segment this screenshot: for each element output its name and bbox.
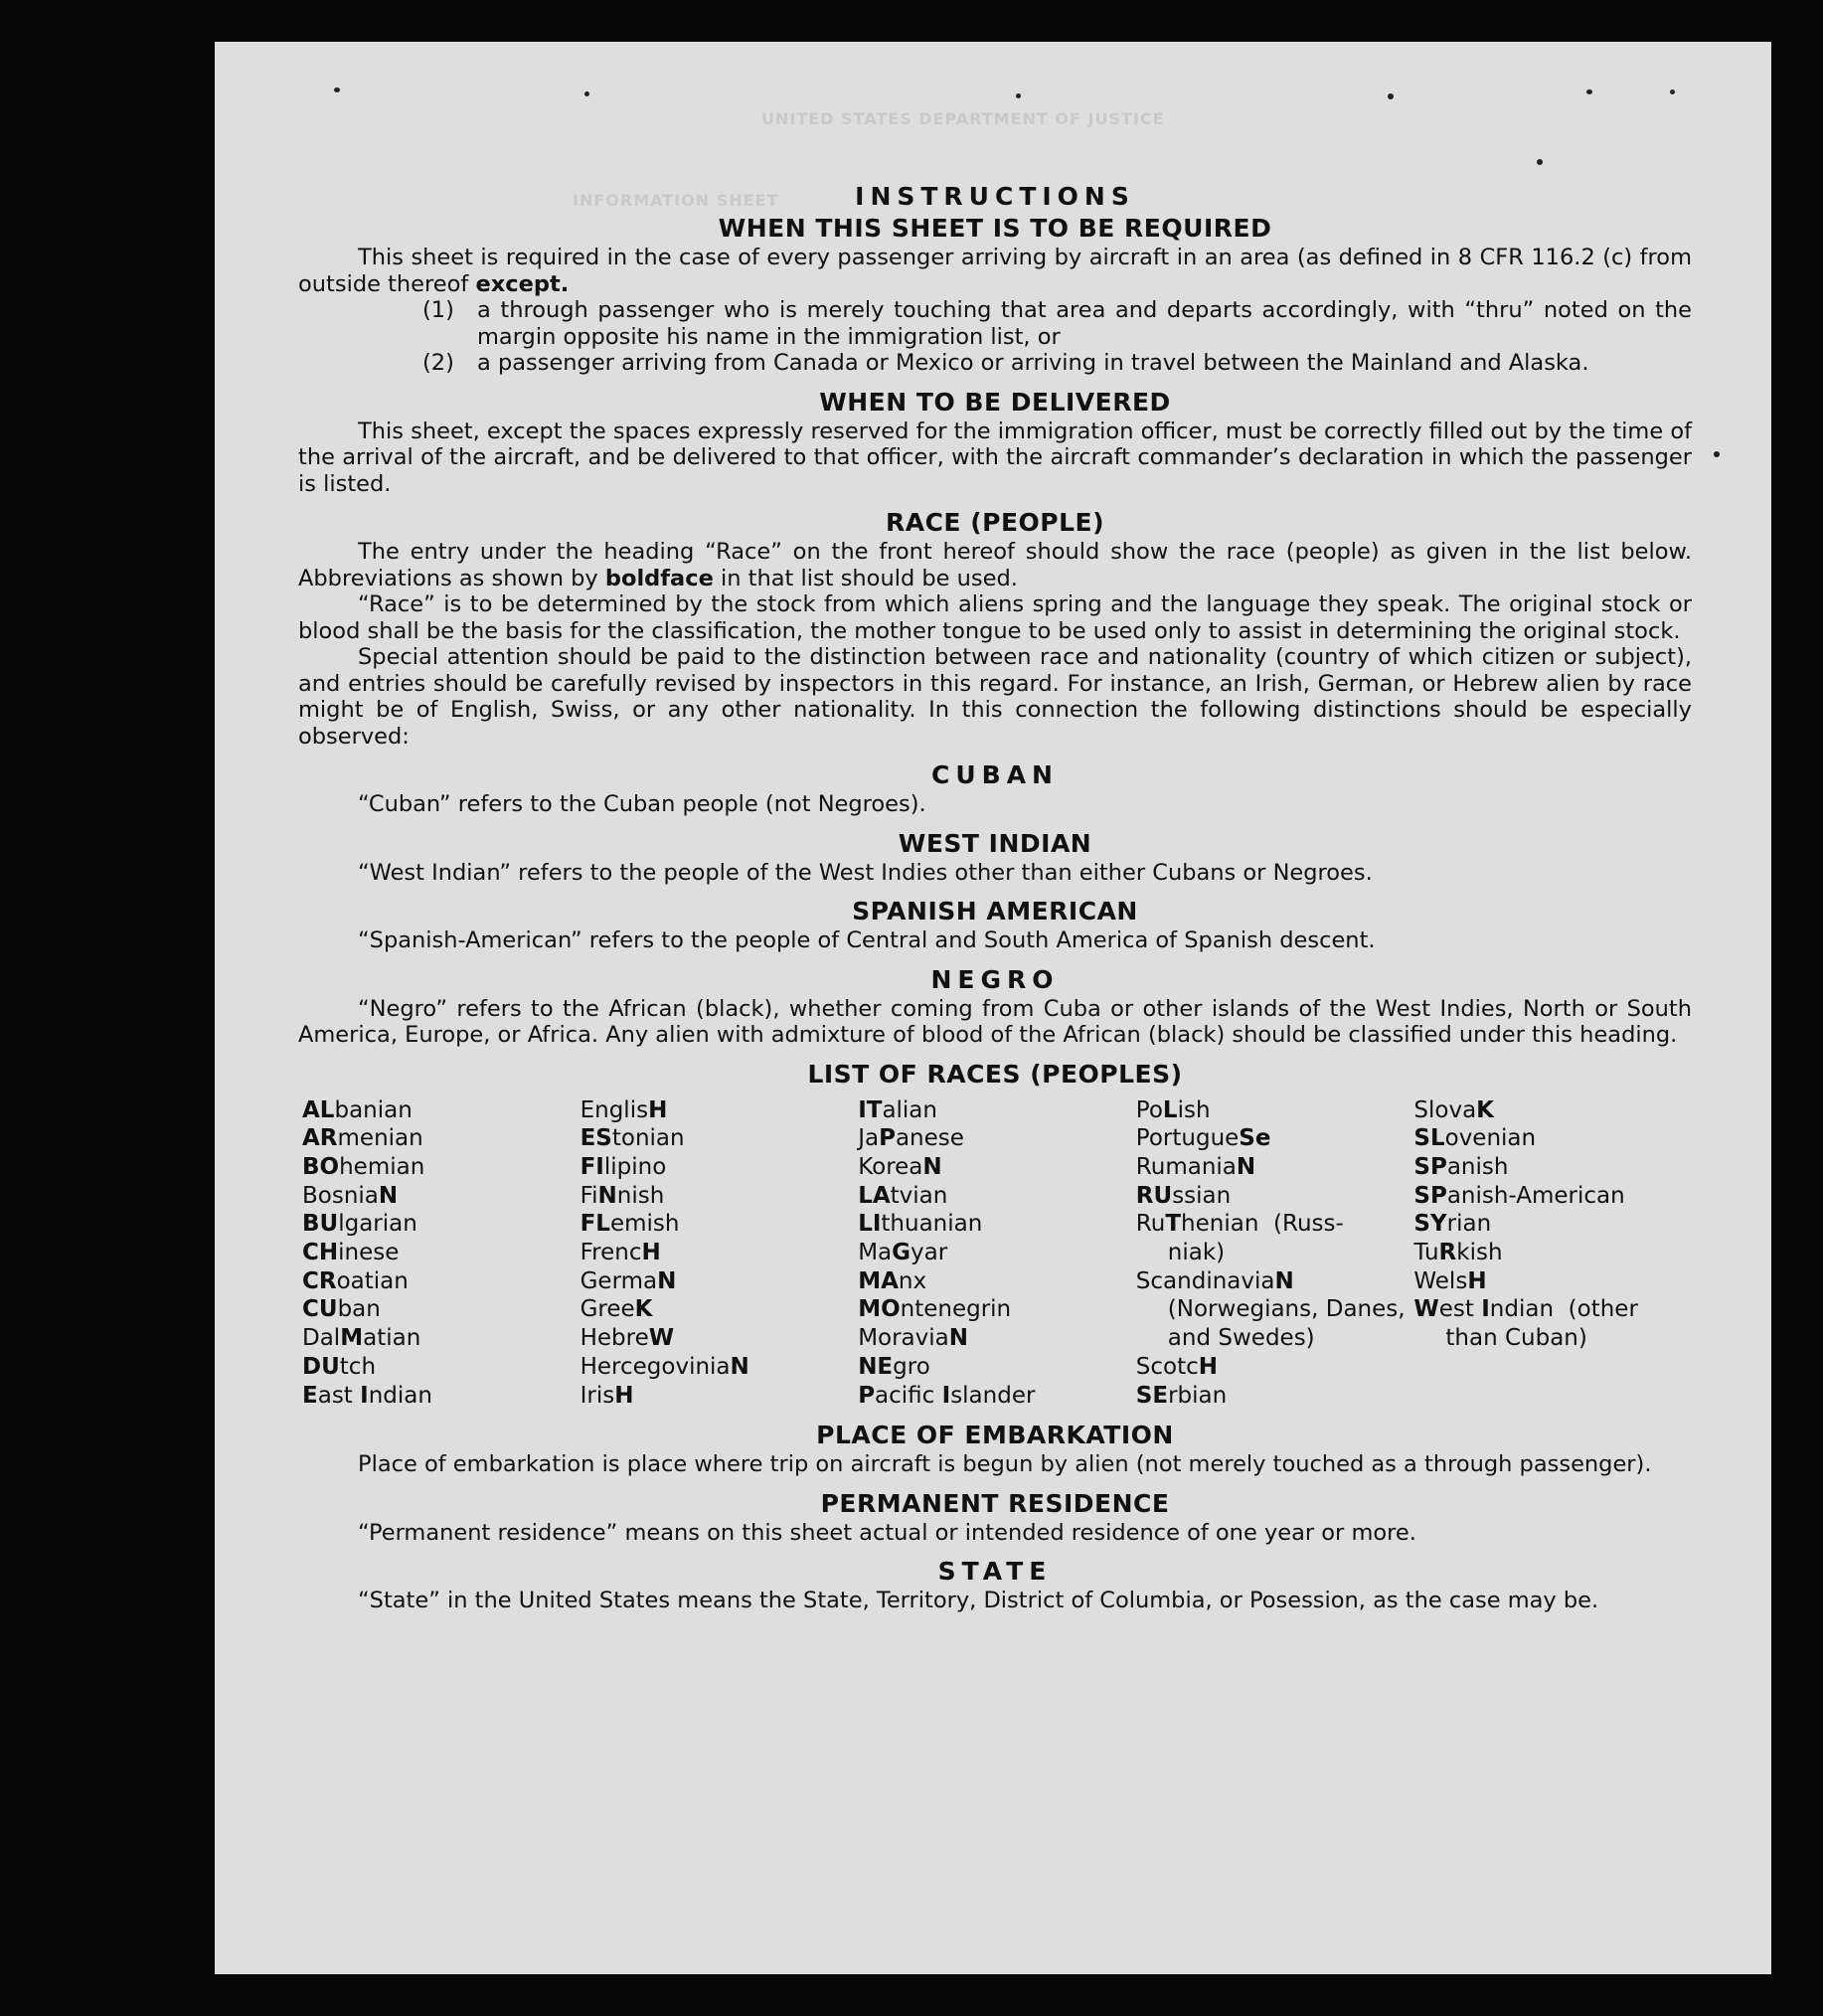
paragraph-when-delivered: This sheet, except the spaces expressly reserved for the immigration officer, must be correctly filled out by the time of the arrival of the aircraft, and be delivered to that officer, with the aircraft commander’s declaration in which the passenger is listed. [298,418,1693,497]
race-column [580,1096,859,1411]
race-column [1413,1096,1692,1411]
exceptions-list [422,297,1692,377]
heading-cuban: CUBAN [931,760,1059,789]
race-entry: East Indian [302,1382,432,1409]
race-entry: SErbian [1135,1382,1228,1409]
section-embarkation [298,1420,1692,1478]
race-entry: HercegoviniaN [580,1353,749,1380]
race-entry: RumaniaN [1135,1153,1256,1180]
heading-permanent-residence: PERMANENT RESIDENCE [820,1488,1170,1518]
race-column [858,1096,1136,1411]
heading-race: RACE (PEOPLE) [885,508,1105,537]
race-entry: TuRkish [1413,1240,1503,1266]
instructions-title: INSTRUCTIONS [855,182,1135,211]
race-entry: RuThenian (Russ- niak) [1135,1211,1344,1266]
race-entry: ALbanian [302,1096,413,1123]
race-entry: LIthuanian [858,1211,983,1238]
race-entry: MaGyar [858,1240,948,1266]
section-negro [298,964,1692,1049]
paragraph-race-2: “Race” is to be determined by the stock from which aliens spring and the language they speak. The original stock or blood shall be the basis for the classification, the mother tongue to be used only to assist in determining the original stock. [298,591,1692,644]
race-entry: BOhemian [302,1153,425,1180]
race-entry: CRoatian [302,1267,409,1294]
race-entry: FrencH [580,1240,661,1266]
heading-negro: NEGRO [930,964,1060,994]
race-entry: ScandinaviaN (Norwegians, Danes, and Swedes) [1135,1267,1412,1352]
race-entry: EnglisH [580,1096,668,1123]
section-state [298,1556,1692,1614]
paragraph-race-3: Special attention should be paid to the distinction between race and nationality (country of which citizen or subject), and entries should be carefully revised by inspectors in this regard. For instance, an Irish, German, or Hebrew alien by race might be of English, Swiss, or any other nationality. In this connection the following distinctions should be especially observed: [298,644,1692,750]
heading-when-delivered: WHEN TO BE DELIVERED [819,387,1171,417]
race-entry: West Indian (other than Cuban) [1413,1296,1638,1352]
race-entry: PortugueSe [1135,1125,1271,1152]
race-entry: SPanish [1413,1153,1509,1180]
race-entry: PoLish [1135,1096,1211,1123]
heading-embarkation: PLACE OF EMBARKATION [816,1421,1174,1450]
heading-state: STATE [937,1557,1053,1587]
section-cuban [298,759,1692,818]
paragraph-cuban: “Cuban” refers to the Cuban people (not Negroes). [358,791,926,817]
race-entry: MoraviaN [858,1325,968,1352]
race-entry: LAtvian [858,1182,948,1209]
race-entry: JaPanese [858,1125,964,1152]
race-entry: KoreaN [858,1153,942,1180]
race-entry: FiNnish [580,1182,665,1209]
paragraph-negro: “Negro” refers to the African (black), whether coming from Cuba or other islands of the West Indies, North or South America, Europe, or Africa. Any alien with admixture of blood of the African (black) should be classified under this heading. [298,995,1692,1048]
paragraph-state: “State” in the United States means the State, Territory, District of Columbia, or Posession, as the case may be. [358,1588,1599,1614]
race-entry: GermaN [580,1267,677,1294]
race-entry: WelsH [1413,1267,1487,1294]
race-entry: SlovaK [1413,1096,1494,1123]
section-when-delivered [298,387,1692,498]
paragraph-when-required: This sheet is required in the case of every passenger arriving by aircraft in an area (as defined in 8 CFR 116.2 (c) from outside thereof except. [298,245,1692,297]
section-permanent-residence [298,1488,1692,1547]
race-entry: ARmenian [302,1125,423,1152]
except-word: except. [475,270,570,297]
heading-list-of-races: LIST OF RACES (PEOPLES) [807,1059,1183,1089]
race-entry: IrisH [580,1382,634,1409]
race-entry: DalMatian [302,1325,421,1352]
section-west-indian [298,828,1692,887]
race-column [1136,1096,1414,1411]
instruction-sheet: UNITED STATES DEPARTMENT OF JUSTICE INFORMATION SHEET INSTRUCTIONS WHEN THIS SHEET IS TO BE REQUIRED This sheet is required in the case of every passenger arriving by aircraft in an area (as defined in 8 CFR 116.2 (c) from outside thereof except. (1) a through passenger who is merely touching that area and departs accordingly, with “thru” noted on the margin opposite his name in the immigration list, or (2) a passenger arriving from Canada or Mexico or arriving in travel between the Mainland and Alaska. WHEN TO BE DELIVERED This sheet, except the spaces expressly reserved for the immigration officer, must be correctly filled out by the time of the arrival of the aircraft, and be delivered to that officer, with the aircraft commander’s declaration in which the passenger is listed. RACE (PEOPLE) The entry under the heading “Race” on the front hereof should show the race (people) as given in the list below. Abbreviations as shown by boldface in that list should be used. “Race” is to be determined by the stock from which aliens spring and the language they speak. The original stock or blood shall be the basis for the classification, the mother tongue to be used only to assist in determining the original stock. Special attention should be paid to the distinction between race and nationality (country of which citizen or subject), and entries should be carefully revised by inspectors in this regard. For instance, an Irish, German, or Hebrew alien by race might be of English, Swiss, or any other nationality. In this connection the following distinctions should be especially observed: CUBAN “Cuban” refers to the Cuban people (not Negroes). WEST INDIAN “West Indian” refers to the people of the West Indies other than either Cubans or Negroes. SPANISH AMERICAN “Spanish-American” refers to the people of Central and South America of Spanish descent. NEGRO “Negro” refers to the African (black), whether coming from Cuba or other islands of the West Indies, North or South America, Europe, or Africa. Any alien with admixture of blood of the African (black) should be classified under this heading. LIST OF RACES (PEOPLES) ALbanian ARmenian BOhemian BosniaN BUlgarian CHinese CRoatian CUban DalMatian DUtch East Indian EnglisH EStonian FIlipino FiNnish FLemish FrencH GermaN GreeK HebreW HercegoviniaN IrisH ITalian JaPanese KoreaN LAtvian LIthuanian MaGyar MAnx MOntenegrin MoraviaN NEgro Pacific Islander PoLish PortugueSe RumaniaN RUssian RuThenian (Russ- niak) ScandinaviaN (Norwegians, Danes, and Swedes) ScotcH SErbian SlovaK SLovenian SPanish SPanish-American SYrian TuRkish WelsH West Indian (other than Cuban) PLACE OF EMBARKATION Place of embarkation is place where trip on aircraft is begun by alien (not merely touched as a through passenger). PERMANENT RESIDENCE “Permanent residence” means on this sheet actual or intended residence of one year or more. STATE “State” in the United States means the State, Territory, District of Columbia, or Posession, as the case may be. [215,42,1771,1974]
race-entry: RUssian [1135,1182,1232,1209]
race-column [302,1096,580,1411]
race-entry: BosniaN [302,1182,399,1209]
race-entry: FLemish [580,1211,680,1238]
paragraph-race-1: The entry under the heading “Race” on the front hereof should show the race (people) as given in the list below. Abbreviations as shown by boldface in that list should be used. [298,539,1692,591]
section-spanish-american [298,896,1692,954]
race-entry: ITalian [858,1096,937,1123]
race-entry: HebreW [580,1325,675,1352]
race-entry: CHinese [302,1240,400,1266]
race-entry: MOntenegrin [858,1296,1012,1323]
paragraph-embarkation: Place of embarkation is place where trip on aircraft is begun by alien (not merely touched as a through passenger). [358,1451,1652,1478]
races-grid [298,1096,1692,1411]
paragraph-permanent-residence: “Permanent residence” means on this sheet actual or intended residence of one year or more. [358,1519,1416,1546]
race-entry: ScotcH [1135,1353,1219,1380]
race-entry: SYrian [1413,1211,1492,1238]
paragraph-spanish-american: “Spanish-American” refers to the people of Central and South America of Spanish descent. [358,927,1376,953]
race-entry: SPanish-American [1413,1182,1625,1209]
heading-when-required: WHEN THIS SHEET IS TO BE REQUIRED [718,214,1272,243]
heading-west-indian: WEST INDIAN [898,828,1092,858]
race-entry: NEgro [858,1353,930,1380]
race-entry: BUlgarian [302,1211,417,1238]
heading-spanish-american: SPANISH AMERICAN [852,897,1138,925]
exception-item: (1) a through passenger who is merely touching that area and departs accordingly, with “thru” noted on the margin opposite his name in the immigration list, or [422,297,1692,350]
race-entry: DUtch [302,1353,377,1380]
section-when-required [298,213,1692,377]
race-entry: Pacific Islander [858,1382,1036,1409]
race-entry: FIlipino [580,1153,667,1180]
section-list-of-races [298,1059,1692,1411]
race-entry: MAnx [858,1267,927,1294]
exception-item: (2) a passenger arriving from Canada or Mexico or arriving in travel between the Mainland and Alaska. [422,350,1589,376]
race-entry: EStonian [580,1125,685,1152]
race-entry: CUban [302,1296,381,1323]
section-race [298,507,1692,750]
paragraph-west-indian: “West Indian” refers to the people of the West Indies other than either Cubans or Negroes. [358,859,1373,886]
race-entry: SLovenian [1413,1125,1537,1152]
race-entry: GreeK [580,1296,653,1323]
